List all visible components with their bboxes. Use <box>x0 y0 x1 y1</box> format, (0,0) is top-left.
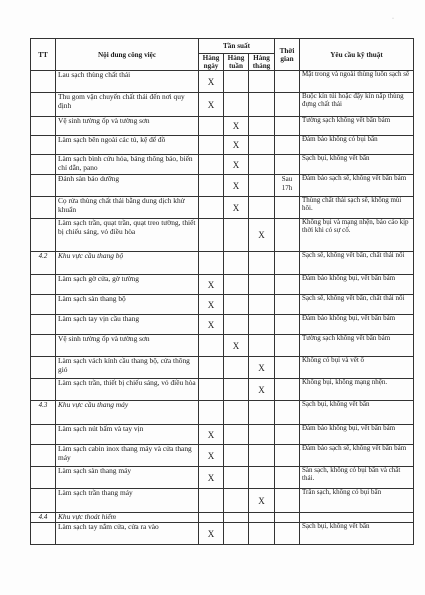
requirement-cell: Sàn sạch, không có bụi bẩn và chất thải. <box>300 467 414 489</box>
table-row <box>31 175 414 197</box>
time-cell <box>275 523 300 545</box>
time-cell <box>275 155 300 175</box>
monthly-mark: X <box>249 379 275 401</box>
time-cell <box>275 425 300 445</box>
empty-cell <box>249 401 275 425</box>
header-content: Nội dung công việc <box>56 39 199 71</box>
task-cell: Vệ sinh tường ốp và tường sơn <box>56 117 199 136</box>
table-row <box>31 71 414 93</box>
header-daily: Hàng ngày <box>199 54 224 71</box>
monthly-mark <box>249 523 275 545</box>
time-cell <box>275 335 300 357</box>
header-weekly: Hàng tuần <box>224 54 249 71</box>
row-number <box>31 219 56 252</box>
row-number <box>31 335 56 357</box>
requirement-cell <box>300 513 414 523</box>
daily-mark <box>199 379 224 401</box>
monthly-mark <box>249 155 275 175</box>
empty-cell <box>224 401 249 425</box>
time-cell <box>275 117 300 136</box>
empty-cell <box>275 252 300 275</box>
row-number <box>31 275 56 295</box>
section-number: 4.4 <box>31 513 56 523</box>
row-number <box>31 425 56 445</box>
daily-mark <box>199 489 224 513</box>
requirement-cell: Sạch bụi, không vết bẩn <box>300 523 414 545</box>
row-number <box>31 71 56 93</box>
row-number <box>31 295 56 315</box>
task-cell: Lau sạch thùng chất thải <box>56 71 199 93</box>
row-number <box>31 136 56 155</box>
row-number <box>31 175 56 197</box>
task-cell: Cọ rửa thùng chất thải bằng dung dịch khử khuẩn <box>56 197 199 219</box>
weekly-mark <box>224 425 249 445</box>
time-cell <box>275 219 300 252</box>
requirement-cell: Sạch bụi, không vết bẩn <box>300 401 414 425</box>
time-cell <box>275 275 300 295</box>
header-monthly: Hàng tháng <box>249 54 275 71</box>
table-row <box>31 275 414 295</box>
daily-mark: X <box>199 523 224 545</box>
task-cell: Làm sạch tay vịn cầu thang <box>56 315 199 335</box>
row-number <box>31 467 56 489</box>
daily-mark <box>199 136 224 155</box>
weekly-mark: X <box>224 335 249 357</box>
monthly-mark <box>249 71 275 93</box>
monthly-mark: X <box>249 489 275 513</box>
table-row <box>31 445 414 467</box>
daily-mark: X <box>199 275 224 295</box>
daily-mark: X <box>199 295 224 315</box>
requirement-cell: Sạch bụi, không vết bẩn <box>300 155 414 175</box>
monthly-mark <box>249 175 275 197</box>
requirement-cell: Không có bụi và vết ố <box>300 357 414 379</box>
empty-cell <box>199 513 224 523</box>
weekly-mark <box>224 93 249 117</box>
requirement-cell: Trần sạch, không có bụi bẩn <box>300 489 414 513</box>
time-cell <box>275 295 300 315</box>
weekly-mark <box>224 275 249 295</box>
requirement-cell: Đảm bảo không bụi, vết bẩn bám <box>300 275 414 295</box>
time-cell <box>275 197 300 219</box>
daily-mark: X <box>199 467 224 489</box>
weekly-mark <box>224 71 249 93</box>
row-number <box>31 117 56 136</box>
task-cell: Thu gom vận chuyển chất thải đến nơi quy định <box>56 93 199 117</box>
daily-mark <box>199 219 224 252</box>
table-row <box>31 357 414 379</box>
weekly-mark <box>224 489 249 513</box>
table-row <box>31 219 414 252</box>
table-row <box>31 467 414 489</box>
requirement-cell: Thùng chất thải sạch sẽ, không mùi hôi. <box>300 197 414 219</box>
weekly-mark: X <box>224 197 249 219</box>
section-title: Khu vực thoát hiểm <box>56 513 199 523</box>
weekly-mark <box>224 523 249 545</box>
weekly-mark <box>224 357 249 379</box>
empty-cell <box>249 252 275 275</box>
task-cell: Vệ sinh tường ốp và tường sơn <box>56 335 199 357</box>
time-cell <box>275 379 300 401</box>
task-cell: Làm sạch sàn thang bộ <box>56 295 199 315</box>
header-frequency: Tần suất <box>199 39 275 54</box>
table-row <box>31 136 414 155</box>
task-cell: Làm sạch trần thang máy <box>56 489 199 513</box>
corner-mark: · <box>392 16 394 22</box>
task-cell: Làm sạch tay nắm cửa, cửa ra vào <box>56 523 199 545</box>
table-row <box>31 295 414 315</box>
row-number <box>31 445 56 467</box>
empty-cell <box>199 252 224 275</box>
empty-cell <box>275 513 300 523</box>
task-cell: Làm sạch sàn thang máy <box>56 467 199 489</box>
monthly-mark <box>249 467 275 489</box>
empty-cell <box>249 513 275 523</box>
empty-cell <box>275 401 300 425</box>
requirement-cell: Tường sạch không vết bẩn bám <box>300 335 414 357</box>
monthly-mark <box>249 136 275 155</box>
requirement-cell: Sạch sẽ, không vết bẩn, chất thải nổi <box>300 252 414 275</box>
daily-mark <box>199 335 224 357</box>
time-cell <box>275 136 300 155</box>
requirement-cell: Sạch sẽ, không vết bẩn, chất thải nổi <box>300 295 414 315</box>
daily-mark <box>199 155 224 175</box>
header-row <box>31 39 414 54</box>
daily-mark: X <box>199 445 224 467</box>
time-cell <box>275 489 300 513</box>
weekly-mark: X <box>224 175 249 197</box>
section-title: Khu vực cầu thang máy <box>56 401 199 425</box>
table-row <box>31 155 414 175</box>
requirement-cell: Tường sạch không vết bẩn bám <box>300 117 414 136</box>
daily-mark <box>199 197 224 219</box>
requirement-cell: Đảm bảo không có bụi bẩn <box>300 136 414 155</box>
header-time: Thời gian <box>275 39 300 71</box>
monthly-mark <box>249 275 275 295</box>
task-cell: Làm sạch nút bấm và tay vịn <box>56 425 199 445</box>
requirement-cell: Đảm bảo sạch sẽ, không vết bẩn bám <box>300 175 414 197</box>
row-number <box>31 379 56 401</box>
empty-cell <box>224 252 249 275</box>
table-row <box>31 197 414 219</box>
row-number <box>31 357 56 379</box>
time-cell <box>275 467 300 489</box>
task-cell: Làm sạch gờ cửa, gờ tường <box>56 275 199 295</box>
time-cell <box>275 445 300 467</box>
time-cell: Sau 17h <box>275 175 300 197</box>
time-cell <box>275 93 300 117</box>
section-row <box>31 252 414 275</box>
monthly-mark: X <box>249 357 275 379</box>
weekly-mark <box>224 445 249 467</box>
cleaning-schedule-table <box>30 38 414 545</box>
table-row <box>31 335 414 357</box>
empty-cell <box>224 513 249 523</box>
task-cell: Đánh sàn bảo dưỡng <box>56 175 199 197</box>
monthly-mark <box>249 295 275 315</box>
time-cell <box>275 315 300 335</box>
time-cell <box>275 357 300 379</box>
monthly-mark <box>249 445 275 467</box>
weekly-mark: X <box>224 155 249 175</box>
weekly-mark <box>224 467 249 489</box>
task-cell: Làm sạch bình cứu hỏa, bảng thông báo, biển chỉ dẫn, pano <box>56 155 199 175</box>
requirement-cell: Đảm bảo không bụi, vết bẩn bám <box>300 315 414 335</box>
task-cell: Làm sạch trần, thiết bị chiếu sáng, vỏ điều hòa <box>56 379 199 401</box>
section-row <box>31 401 414 425</box>
row-number <box>31 489 56 513</box>
empty-cell <box>199 401 224 425</box>
monthly-mark <box>249 335 275 357</box>
monthly-mark <box>249 197 275 219</box>
table-row <box>31 489 414 513</box>
requirement-cell: Buộc kín túi hoặc đậy kín nắp thùng đựng chất thải <box>300 93 414 117</box>
monthly-mark: X <box>249 219 275 252</box>
task-cell: Làm sạch cabin inox thang máy và cửa thang máy <box>56 445 199 467</box>
requirement-cell: Đảm bảo không bụi, vết bẩn bám <box>300 425 414 445</box>
monthly-mark <box>249 117 275 136</box>
weekly-mark <box>224 295 249 315</box>
section-row <box>31 513 414 523</box>
monthly-mark <box>249 425 275 445</box>
requirement-cell: Đảm bảo sạch sẽ, không vết bẩn bám <box>300 445 414 467</box>
requirement-cell: Mặt trong và ngoài thùng luôn sạch sẽ <box>300 71 414 93</box>
row-number <box>31 93 56 117</box>
monthly-mark <box>249 315 275 335</box>
row-number <box>31 197 56 219</box>
table-row <box>31 425 414 445</box>
section-number: 4.2 <box>31 252 56 275</box>
weekly-mark <box>224 315 249 335</box>
monthly-mark <box>249 93 275 117</box>
section-title: Khu vực cầu thang bộ <box>56 252 199 275</box>
weekly-mark: X <box>224 117 249 136</box>
daily-mark: X <box>199 425 224 445</box>
weekly-mark <box>224 379 249 401</box>
row-number <box>31 155 56 175</box>
daily-mark: X <box>199 71 224 93</box>
table-row <box>31 117 414 136</box>
daily-mark <box>199 175 224 197</box>
section-number: 4.3 <box>31 401 56 425</box>
task-cell: Làm sạch vách kính cầu thang bộ, cửa thông gió <box>56 357 199 379</box>
requirement-cell: Không bụi, không mạng nhện. <box>300 379 414 401</box>
table-row <box>31 93 414 117</box>
table-row <box>31 523 414 545</box>
daily-mark <box>199 117 224 136</box>
requirement-cell: Không bụi và mạng nhện, báo cáo kịp thời khi có sự cố. <box>300 219 414 252</box>
table-row <box>31 379 414 401</box>
task-cell: Làm sạch trần, quạt trần, quạt treo tường, thiết bị chiếu sáng, vỏ điều hòa <box>56 219 199 252</box>
table-row <box>31 315 414 335</box>
daily-mark: X <box>199 93 224 117</box>
time-cell <box>275 71 300 93</box>
daily-mark: X <box>199 315 224 335</box>
weekly-mark: X <box>224 136 249 155</box>
weekly-mark <box>224 219 249 252</box>
daily-mark <box>199 357 224 379</box>
row-number <box>31 523 56 545</box>
header-requirements: Yêu cầu kỹ thuật <box>300 39 414 71</box>
header-tt: TT <box>31 39 56 71</box>
row-number <box>31 315 56 335</box>
task-cell: Làm sạch bên ngoài các tủ, kệ để đồ <box>56 136 199 155</box>
